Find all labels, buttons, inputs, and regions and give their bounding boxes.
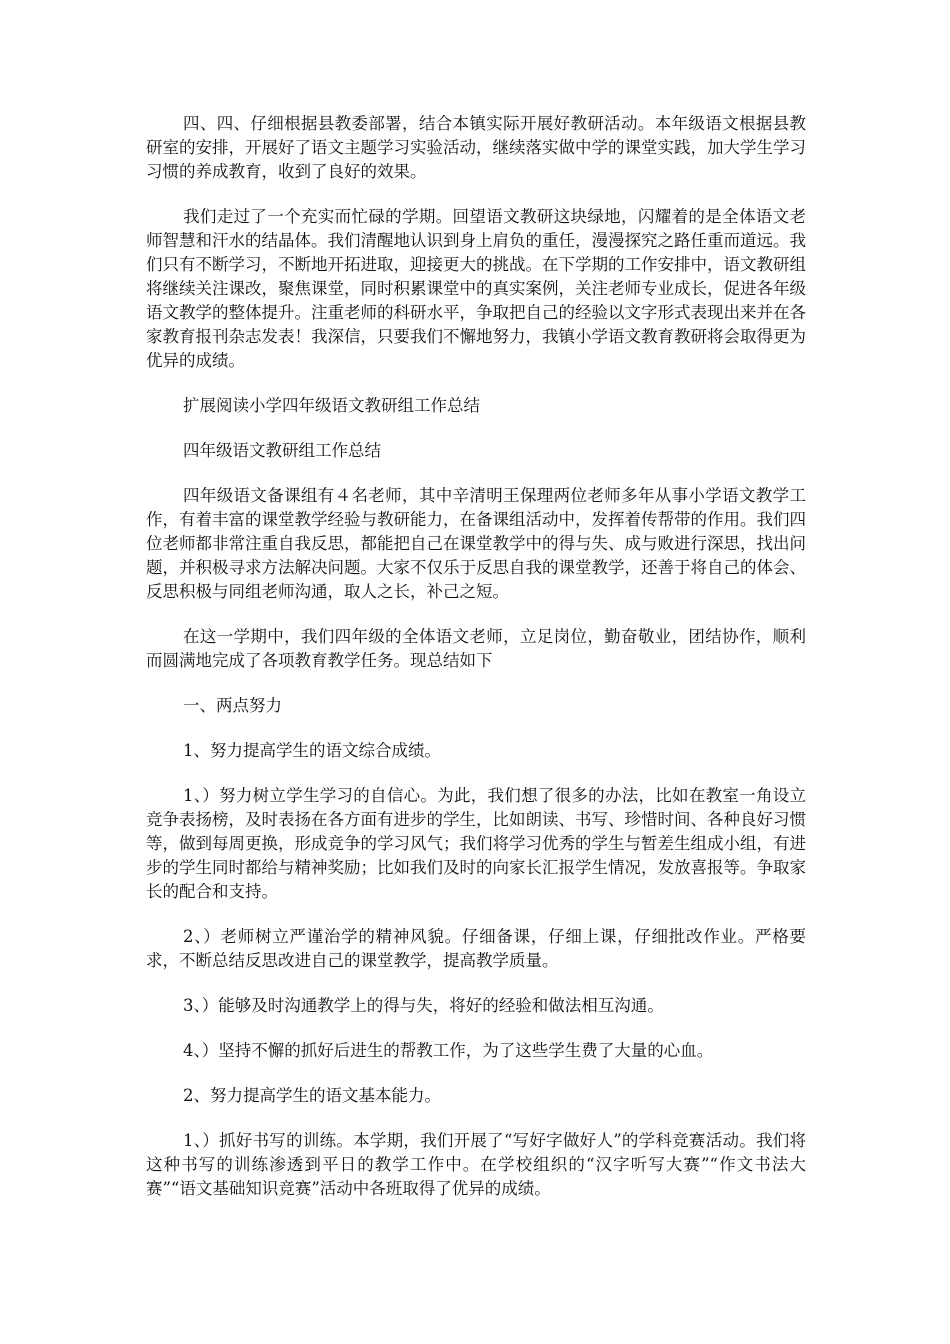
item-1-1: 1、）努力树立学生学习的自信心。为此，我们想了很多的办法，比如在教室一角设立竞争表扬榜，及时表扬在各方面有进步的学生，比如朗读、书写、珍惜时间、各种良好习惯等，做到每周更换，形成竞争的学习风气；我们将学习优秀的学生与暂差生组成小组，有进步的学生同时都给与精神奖励；比如我们及时的向家长汇报学生情况，发放喜报等。争取家长的配合和支持。 [146, 786, 806, 901]
extended-reading-heading: 扩展阅读小学四年级语文教研组工作总结 [183, 396, 480, 415]
item-2-1: 1、）抓好书写的训练。本学期，我们开展了“写好字做好人”的学科竞赛活动。我们将这种书写的训练渗透到平日的教学工作中。在学校组织的“汉字听写大赛”“作文书法大赛”“语文基础知识竞赛”活动中各班取得了优异的成绩。 [146, 1131, 806, 1198]
paragraph-2: 我们走过了一个充实而忙碌的学期。回望语文教研这块绿地，闪耀着的是全体语文老师智慧和汗水的结晶体。我们清醒地认识到身上肩负的重任，漫漫探究之路任重而道远。我们只有不断学习，不断地开拓进取，迎接更大的挑战。在下学期的工作安排中，语文教研组将继续关注课改，聚焦课堂，同时积累课堂中的真实案例，关注老师专业成长，促进各年级语文教学的整体提升。注重老师的科研水平，争取把自己的经验以文字形式表现出来并在各家教育报刊杂志发表！我深信，只要我们不懈地努力，我镇小学语文教育教研将会取得更为优异的成绩。 [146, 207, 806, 370]
paragraph-semester: 在这一学期中，我们四年级的全体语文老师，立足岗位，勤奋敬业，团结协作，顺利而圆满地完成了各项教育教学任务。现总结如下 [146, 627, 806, 670]
item-1-3: 3、）能够及时沟通教学上的得与失，将好的经验和做法相互沟通。 [183, 996, 664, 1015]
summary-title: 四年级语文教研组工作总结 [183, 441, 381, 460]
item-1-2: 2、）老师树立严谨治学的精神风貌。仔细备课，仔细上课，仔细批改作业。严格要求，不断总结反思改进自己的课堂教学，提高教学质量。 [146, 927, 806, 970]
paragraph-1: 四、四、仔细根据县教委部署，结合本镇实际开展好教研活动。本年级语文根据县教研室的安排，开展好了语文主题学习实验活动，继续落实做中学的课堂实践，加大学生学习习惯的养成教育，收到了良好的效果。 [146, 114, 806, 181]
item-1-4: 4、）坚持不懈的抓好后进生的帮教工作，为了这些学生费了大量的心血。 [183, 1041, 714, 1060]
section-heading-1: 一、两点努力 [183, 696, 282, 715]
paragraph-group-intro: 四年级语文备课组有４名老师，其中辛清明王保理两位老师多年从事小学语文教学工作，有着丰富的课堂教学经验与教研能力，在备课组活动中，发挥着传帮带的作用。我们四位老师都非常注重自我反思，都能把自己在课堂教学中的得与失、成与败进行深思，找出问题，并积极寻求方法解决问题。大家不仅乐于反思自我的课堂教学，还善于将自己的体会、反思积极与同组老师沟通，取人之长，补己之短。 [146, 486, 806, 601]
document-body [146, 112, 806, 1222]
subheading-2: 2、努力提高学生的语文基本能力。 [183, 1086, 441, 1105]
subheading-1: 1、努力提高学生的语文综合成绩。 [183, 741, 441, 760]
